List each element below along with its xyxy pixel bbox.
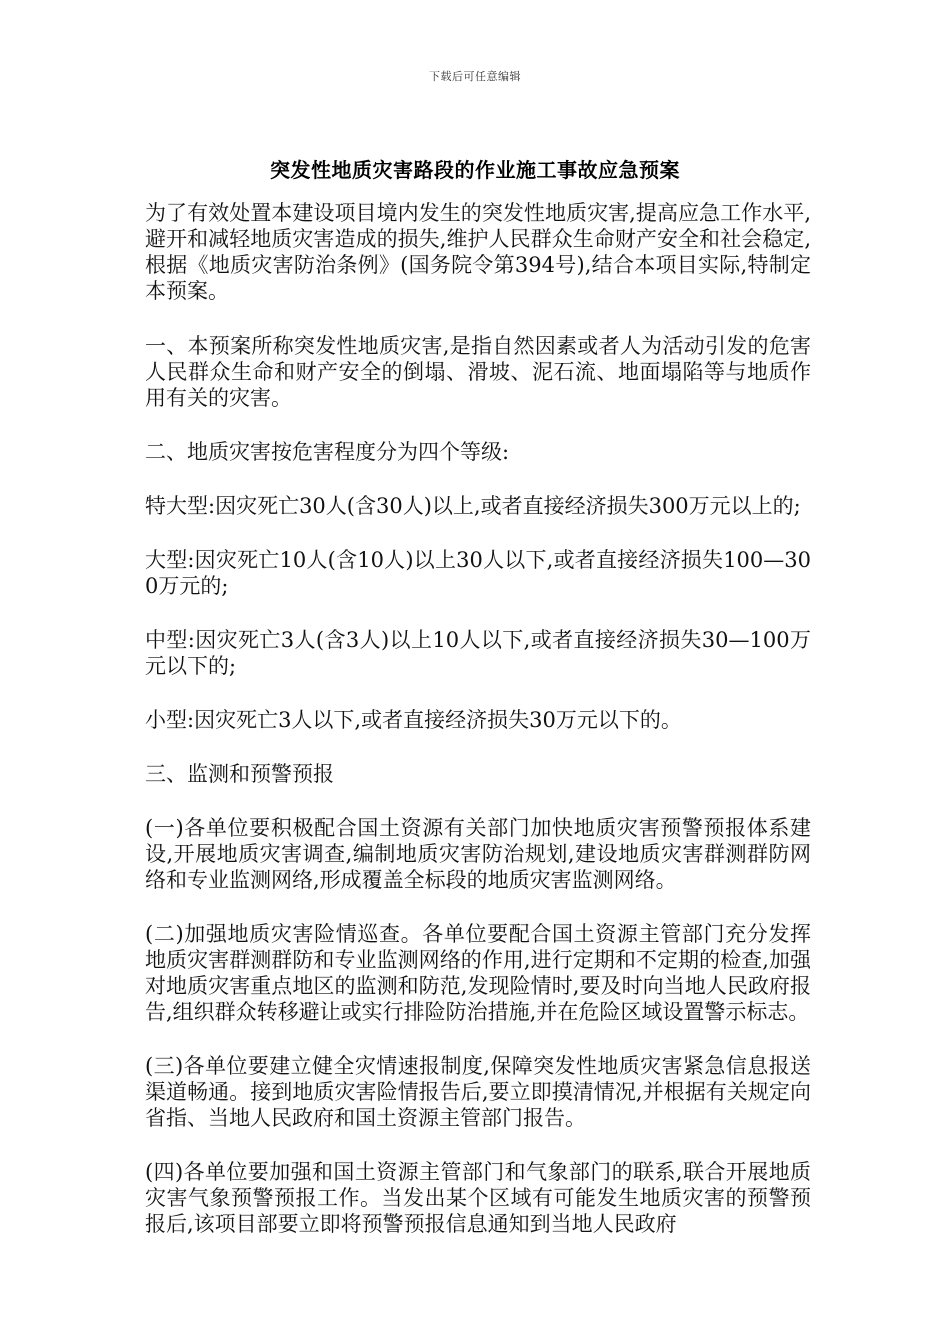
paragraph-monitoring-3: (三)各单位要建立健全灾情速报制度,保障突发性地质灾害紧急信息报送渠道畅通。接到地质灾害险情报告后,要立即摸清情况,并根据有关规定向省指、当地人民政府和国土资源主管部门报告。	[145, 1054, 811, 1130]
paragraph-grade-extra-large: 特大型:因灾死亡30人(含30人)以上,或者直接经济损失300万元以上的;	[145, 494, 801, 518]
paragraph-monitoring-heading: 三、监测和预警预报	[145, 762, 334, 786]
paragraph-grade-large: 大型:因灾死亡10人(含10人)以上30人以下,或者直接经济损失100—300万元的;	[145, 548, 811, 598]
paragraph-grade-medium: 中型:因灾死亡3人(含3人)以上10人以下,或者直接经济损失30—100万元以下的;	[145, 628, 811, 678]
paragraph-monitoring-4: (四)各单位要加强和国土资源主管部门和气象部门的联系,联合开展地质灾害气象预警预报工作。当发出某个区域有可能发生地质灾害的预警预报后,该项目部要立即将预警预报信息通知到当地人民政府	[145, 1160, 811, 1236]
paragraph-monitoring-2: (二)加强地质灾害险情巡查。各单位要配合国土资源主管部门充分发挥地质灾害群测群防和专业监测网络的作用,进行定期和不定期的检查,加强对地质灾害重点地区的监测和防范,发现险情时,要及时向当地人民政府报告,组织群众转移避让或实行排险防治措施,并在危险区域设置警示标志。	[145, 922, 811, 1024]
paragraph-grade-small: 小型:因灾死亡3人以下,或者直接经济损失30万元以下的。	[145, 708, 682, 732]
paragraph-definition: 一、本预案所称突发性地质灾害,是指自然因素或者人为活动引发的危害人民群众生命和财产安全的倒塌、滑坡、泥石流、地面塌陷等与地质作用有关的灾害。	[145, 334, 811, 410]
paragraph-monitoring-1: (一)各单位要积极配合国土资源有关部门加快地质灾害预警预报体系建设,开展地质灾害调查,编制地质灾害防治规划,建设地质灾害群测群防网络和专业监测网络,形成覆盖全标段的地质灾害监测网络。	[145, 816, 811, 892]
paragraph-intro: 为了有效处置本建设项目境内发生的突发性地质灾害,提高应急工作水平,避开和减轻地质灾害造成的损失,维护人民群众生命财产安全和社会稳定,根据《地质灾害防治条例》(国务院令第394号),结合本项目实际,特制定本预案。	[145, 201, 811, 303]
document-title: 突发性地质灾害路段的作业施工事故应急预案	[270, 158, 680, 182]
page-header-note: 下载后可任意编辑	[429, 70, 521, 83]
paragraph-grading-heading: 二、地质灾害按危害程度分为四个等级:	[145, 440, 510, 464]
document-body	[145, 200, 811, 1265]
